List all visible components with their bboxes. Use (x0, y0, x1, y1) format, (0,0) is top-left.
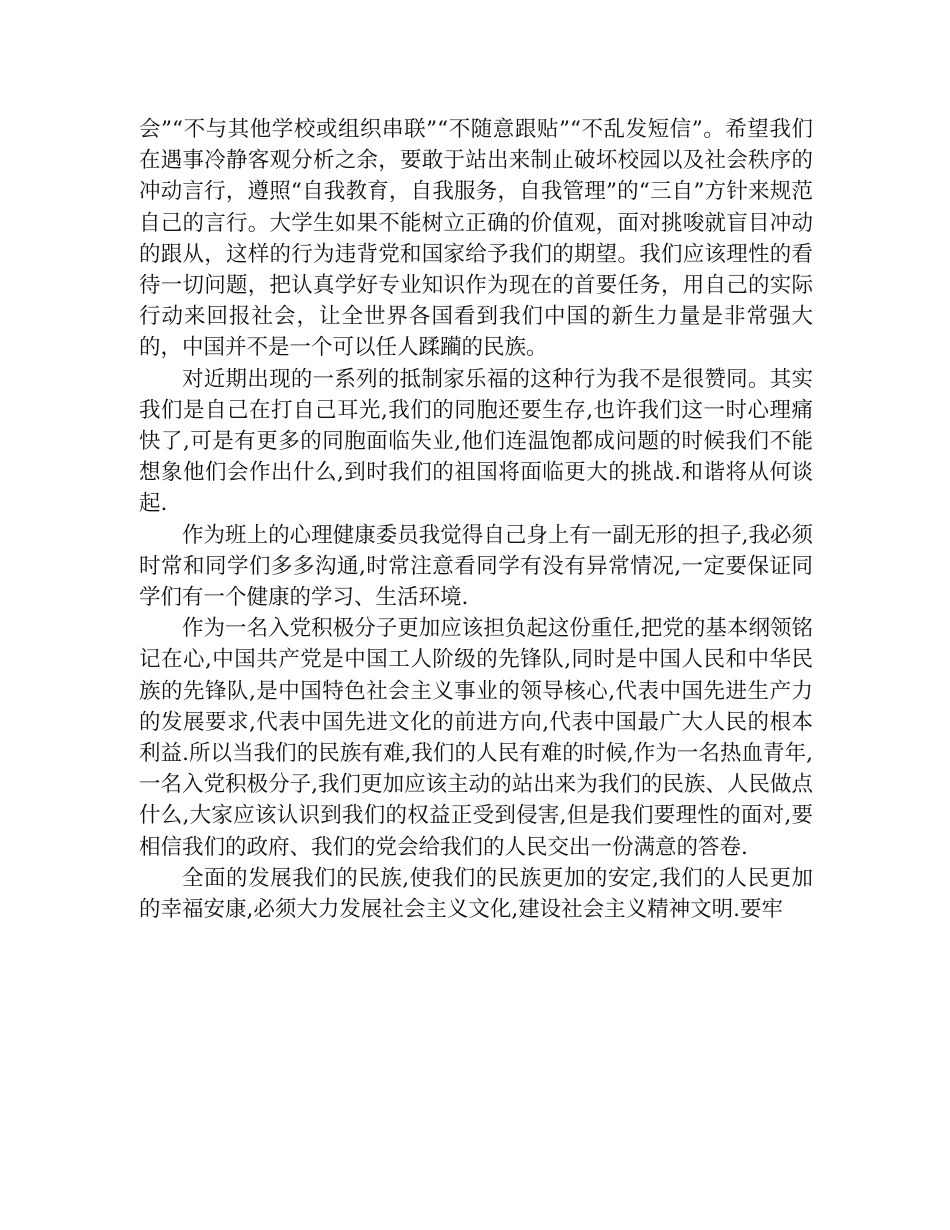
paragraph-carrefour-boycott: 对近期出现的一系列的抵制家乐福的这种行为我不是很赞同。其实我们是自己在打自己耳光,我们的同胞还要生存,也许我们这一时心理痛快了,可是有更多的同胞面临失业,他们连温饱都成问题的时候我们不能想象他们会作出什么,到时我们的祖国将面临更大的挑战.和谐将从何谈起. (139, 366, 813, 517)
paragraph-continuation: 会”“不与其他学校或组织串联”“不随意跟贴”“不乱发短信”。希望我们在遇事冷静客观分析之余，要敢于站出来制止破坏校园以及社会秩序的冲动言行，遵照“自我教育，自我服务，自我管理”的“三自”方针来规范自己的言行。大学生如果不能树立正确的价值观，面对挑唆就盲目冲动的跟从，这样的行为违背党和国家给予我们的期望。我们应该理性的看待一切问题，把认真学好专业知识作为现在的首要任务，用自己的实际行动来回报社会，让全世界各国看到我们中国的新生力量是非常强大的，中国并不是一个可以任人蹂躏的民族。 (139, 117, 813, 361)
paragraph-party-activist: 作为一名入党积极分子更加应该担负起这份重任,把党的基本纲领铭记在心,中国共产党是中国工人阶级的先锋队,同时是中国人民和中华民族的先锋队,是中国特色社会主义事业的领导核心,代表中国先进生产力的发展要求,代表中国先进文化的前进方向,代表中国最广大人民的根本利益.所以当我们的民族有难,我们的人民有难的时候,作为一名热血青年,一名入党积极分子,我们更加应该主动的站出来为我们的民族、人民做点什么,大家应该认识到我们的权益正受到侵害,但是我们要理性的面对,要相信我们的政府、我们的党会给我们的人民交出一份满意的答卷. (139, 616, 813, 860)
paragraph-health-committee: 作为班上的心理健康委员我觉得自己身上有一副无形的担子,我必须时常和同学们多多沟通,时常注意看同学有没有异常情况,一定要保证同学们有一个健康的学习、生活环境. (139, 522, 813, 611)
document-body (139, 114, 813, 925)
paragraph-national-development: 全面的发展我们的民族,使我们的民族更加的安定,我们的人民更加的幸福安康,必须大力发展社会主义文化,建设社会主义精神文明.要牢 (139, 865, 813, 923)
